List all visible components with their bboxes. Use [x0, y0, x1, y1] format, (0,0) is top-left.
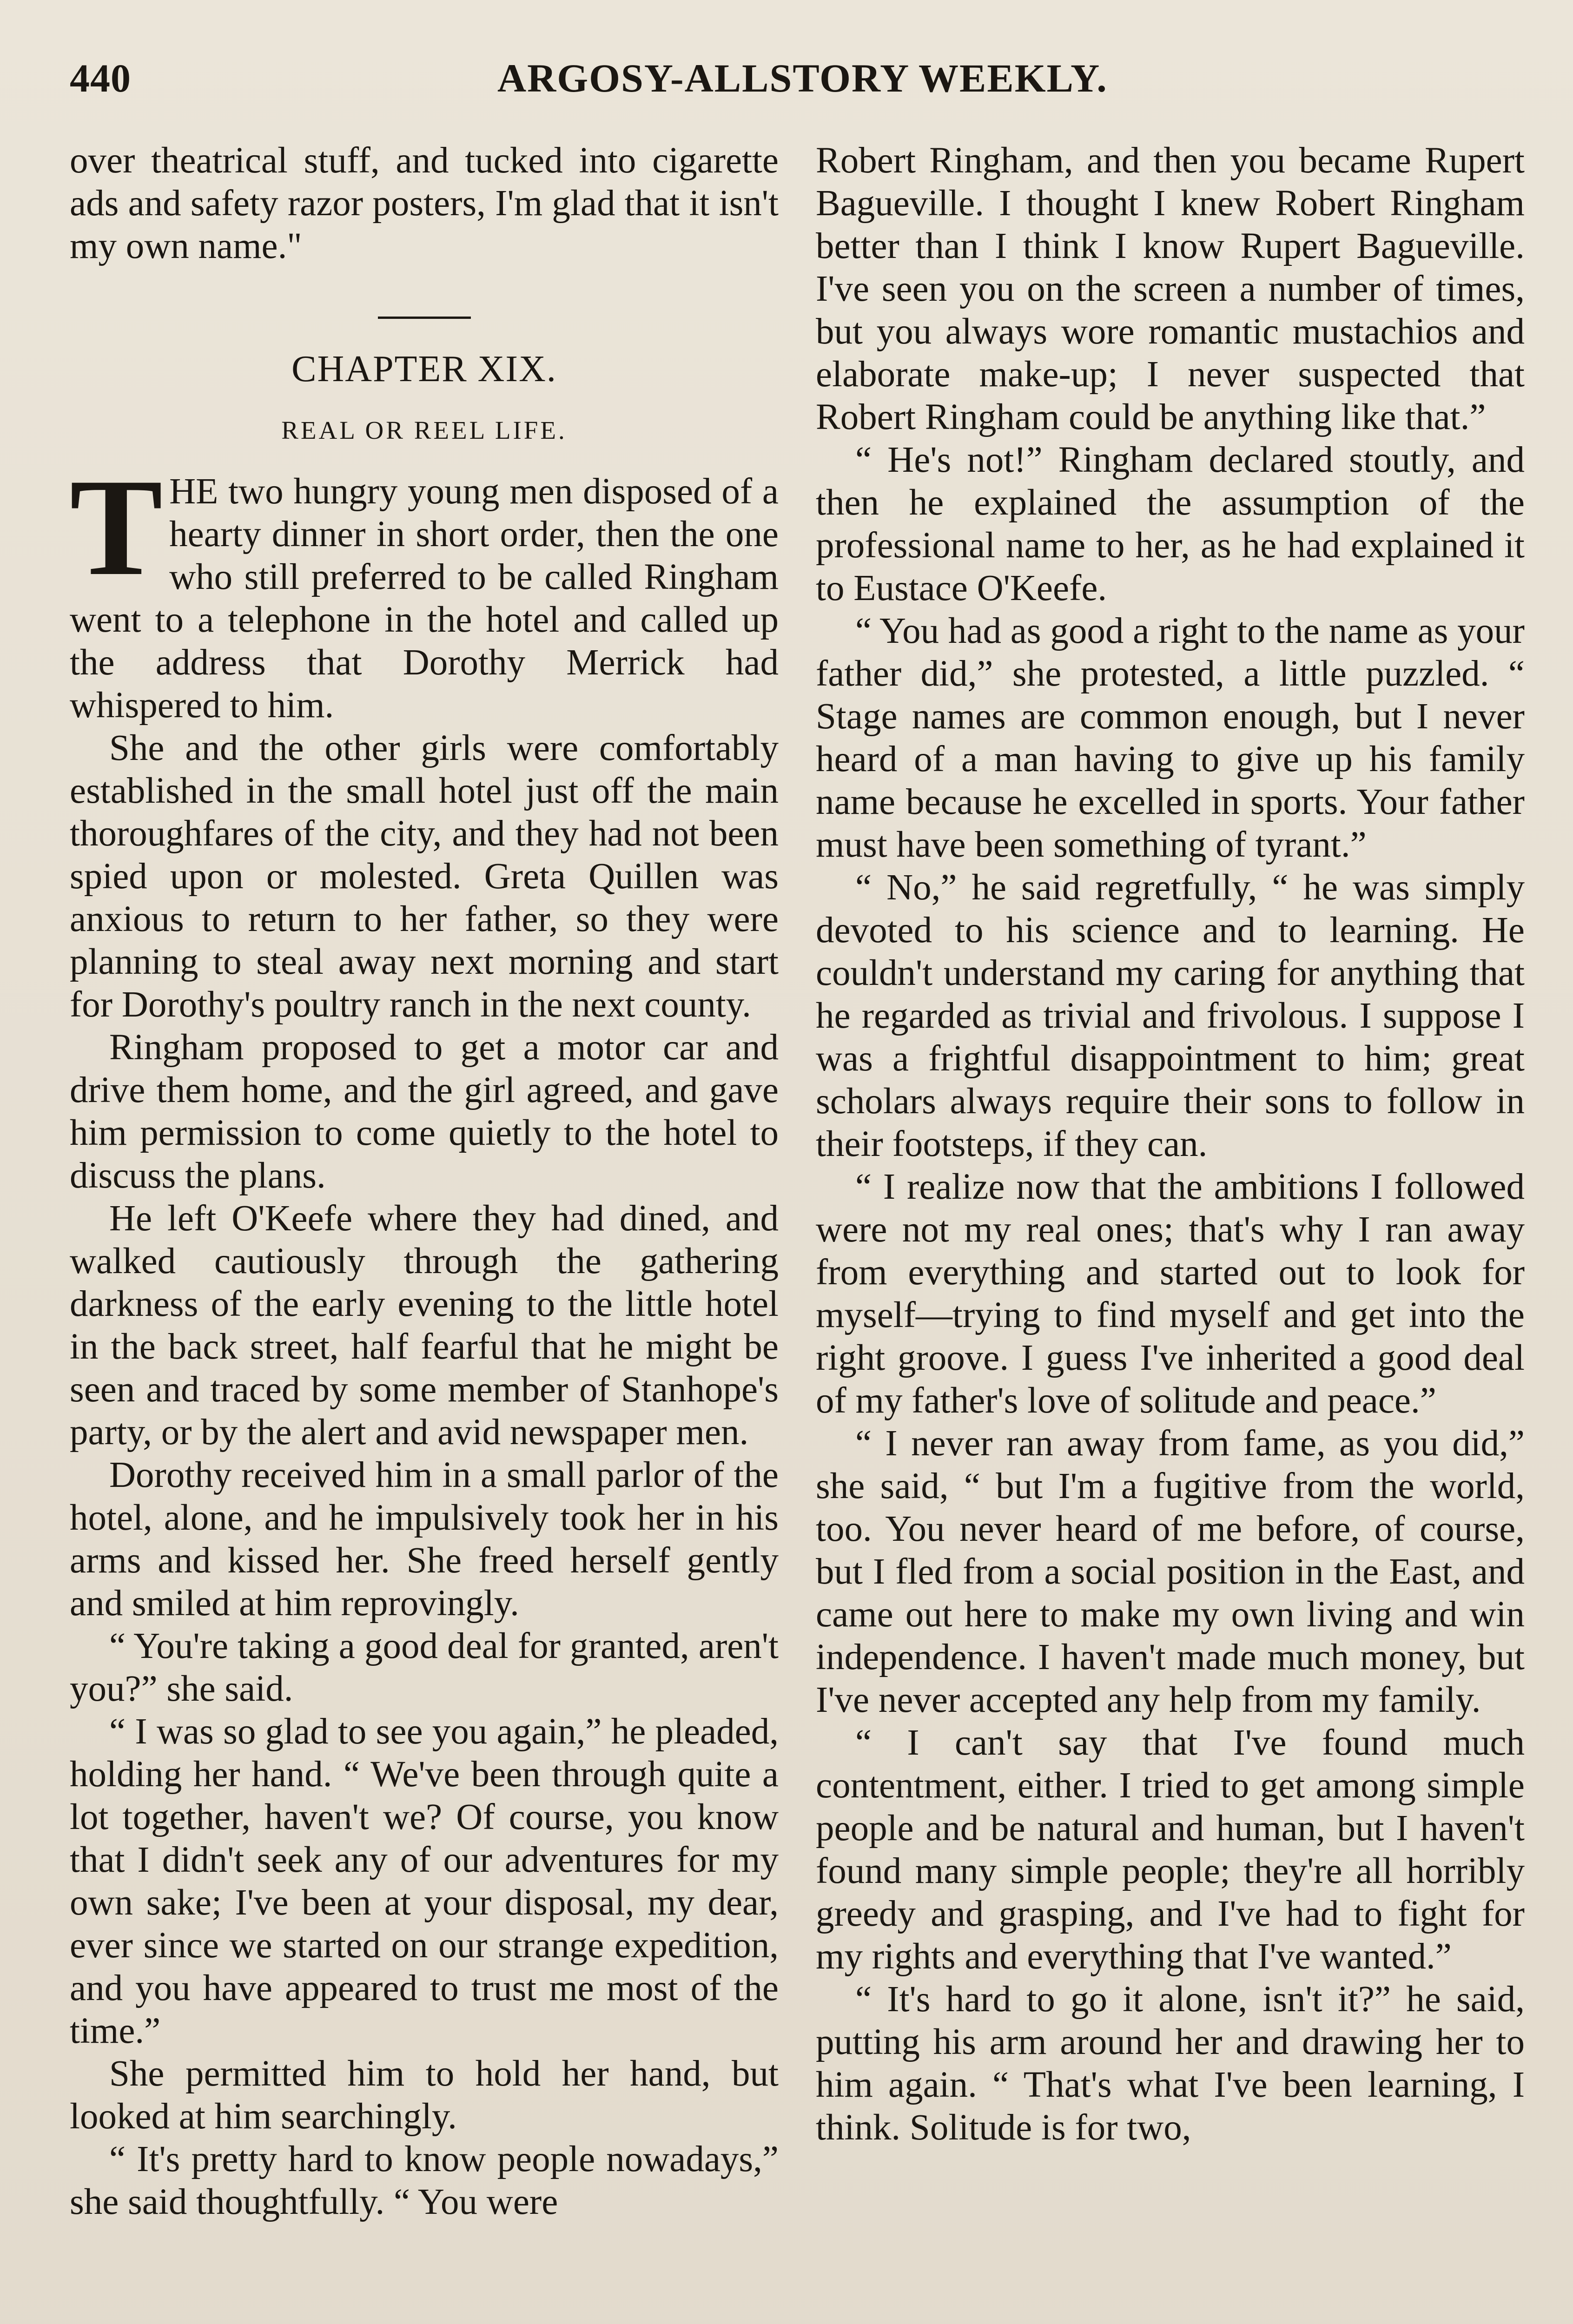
page-number: 440 — [70, 56, 131, 100]
right-column — [816, 139, 1525, 2149]
continuation-paragraph: Robert Ringham, and then you became Rupert Bagueville. I thought I knew Robert Ringham better than I think I know Rupert Bagueville. I've seen you on the screen a number of times, but you always wore romantic mustachios and elaborate make-up; I never suspected that Robert Ringham could be anything like that.” — [816, 140, 1525, 437]
chapter-title: CHAPTER XIX. — [291, 349, 557, 390]
paragraph: “ It's hard to go it alone, isn't it?” he said, putting his arm around her and drawing her to him again. “ That's what I've been learning, I think. Solitude is for two, — [816, 1979, 1525, 2148]
paragraph: She permitted him to hold her hand, but looked at him searchingly. — [70, 2053, 779, 2137]
paragraph: “ I never ran away from fame, as you did,” she said, “ but I'm a fugitive from the world, too. You never heard of me before, of course, but I fled from a social position in the East, and came out here to make my own living and win independence. I haven't made much money, but I've never accepted any help from my family. — [816, 1423, 1525, 1720]
paragraph: “ He's not!” Ringham declared stoutly, and then he explained the assumption of the professional name to her, as he had explained it to Eustace O'Keefe. — [816, 440, 1525, 608]
paragraph: Ringham proposed to get a motor car and drive them home, and the girl agreed, and gave him permission to come quietly to the hotel to discuss the plans. — [70, 1027, 779, 1196]
chapter-subtitle: REAL OR REEL LIFE. — [281, 416, 567, 444]
paragraph: “ I was so glad to see you again,” he pleaded, holding her hand. “ We've been through quite a lot together, haven't we? Of course, you know that I didn't seek any of our adventures for my own sake; I've been at your disposal, my dear, ever since we started on our strange expedition, and you have appeared to trust me most of the time.” — [70, 1711, 779, 2051]
paragraph: Dorothy received him in a small parlor of the hotel, alone, and he impulsively took her in his arms and kissed her. She freed herself gently and smiled at him reprovingly. — [70, 1455, 779, 1624]
paragraph: “ I realize now that the ambitions I followed were not my real ones; that's why I ran away from everything and started out to look for myself—trying to find myself and get into the right groove. I guess I've inherited a good deal of my father's love of solitude and peace.” — [816, 1167, 1525, 1421]
paragraph: “ I can't say that I've found much contentment, either. I tried to get among simple people and be natural and human, but I haven't found many simple people; they're all horribly greedy and grasping, and I've had to fight for my rights and everything that I've wanted.” — [816, 1723, 1525, 1977]
section-divider — [378, 317, 471, 319]
paragraph: “ It's pretty hard to know people nowadays,” she said thoughtfully. “ You were — [70, 2139, 779, 2222]
paragraph: She and the other girls were comfortably established in the small hotel just off the main thoroughfares of the city, and they had not been spied upon or molested. Greta Quillen was anxious to return to her father, so they were planning to steal away next morning and start for Dorothy's poultry ranch in the next county. — [70, 728, 779, 1025]
left-column — [70, 139, 779, 2224]
paragraph: “ No,” he said regretfully, “ he was simply devoted to his science and to learning. He couldn't understand my caring for anything that he regarded as trivial and frivolous. I suppose I was a frightful disappointment to him; great scholars always require their sons to follow in their footsteps, if they can. — [816, 867, 1525, 1164]
paragraph: “ You had as good a right to the name as your father did,” she protested, a little puzzled. “ Stage names are common enough, but I never heard of a man having to give up his family name because he excelled in sports. Your father must have been something of tyrant.” — [816, 611, 1525, 865]
drop-cap: T — [70, 450, 163, 604]
opening-text: HE two hungry young men disposed of a hearty dinner in short order, then the one who still preferred to be called Ringham went to a telephone in the hotel and called up the address that Dorothy Merrick had whispered to him. — [70, 471, 779, 726]
chapter-opening-paragraph — [70, 450, 779, 727]
running-head: ARGOSY-ALLSTORY WEEKLY. — [497, 56, 1108, 100]
continuation-paragraph: over theatrical stuff, and tucked into cigarette ads and safety razor posters, I'm glad that it isn't my own name." — [70, 140, 779, 266]
paragraph: He left O'Keefe where they had dined, and walked cautiously through the gathering darkness of the early evening to the little hotel in the back street, half fearful that he might be seen and traced by some member of Stanhope's party, or by the alert and avid newspaper men. — [70, 1198, 779, 1452]
page-header — [70, 55, 1520, 111]
paragraph: “ You're taking a good deal for granted, aren't you?” she said. — [70, 1626, 779, 1709]
